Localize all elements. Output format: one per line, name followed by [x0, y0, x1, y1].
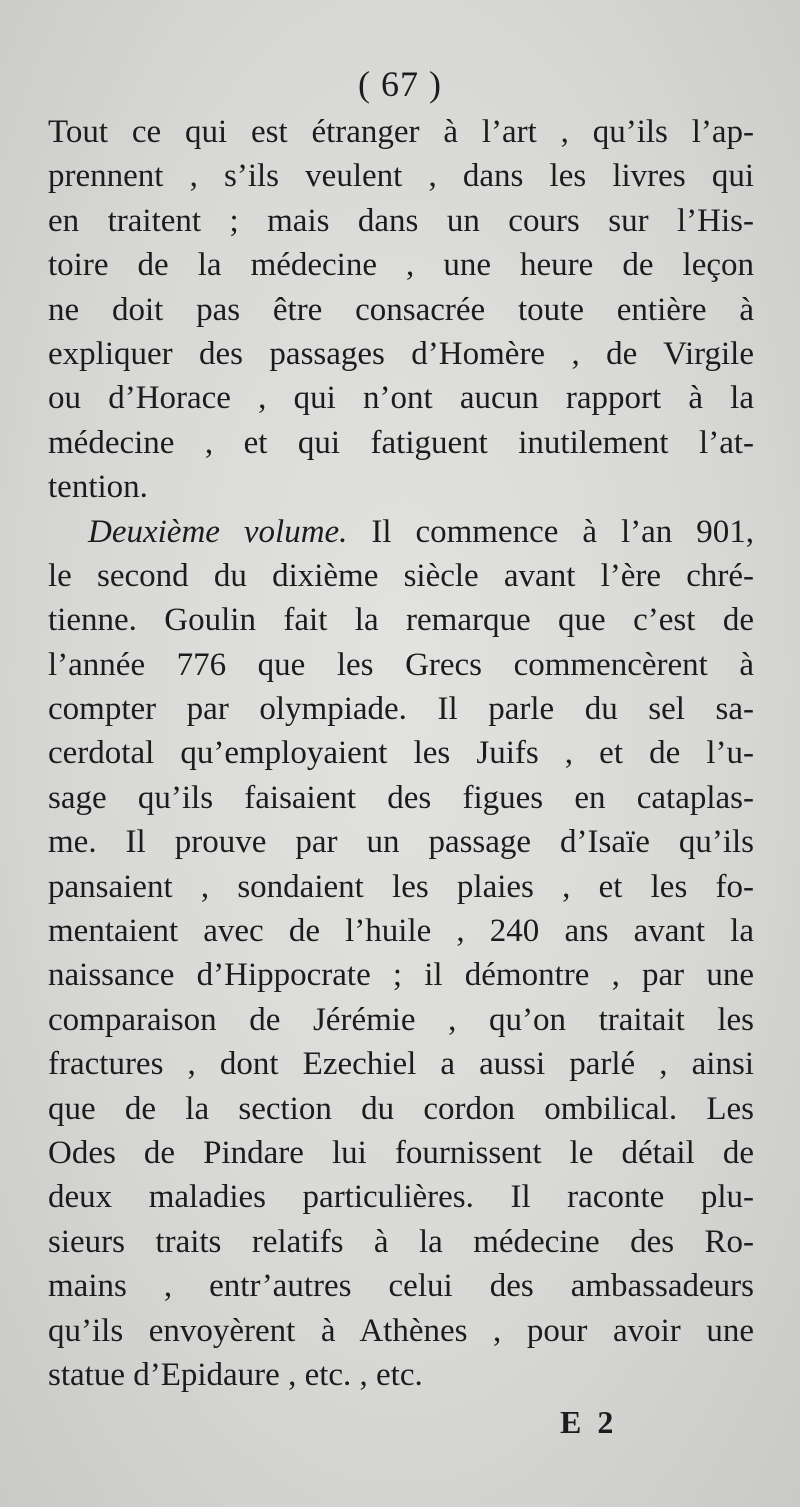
text-line: l’année 776 que les Grecs commencèrent à — [48, 646, 754, 683]
text-line: sieurs traits relatifs à la médecine des Ro- — [48, 1223, 754, 1260]
text-line: toire de la médecine , une heure de leçon — [48, 247, 754, 284]
text-line — [48, 510, 754, 554]
body-text — [48, 110, 754, 1397]
page-number: ( 67 ) — [358, 64, 442, 104]
text-line-rest: Il commence à l’an 901, — [347, 513, 754, 550]
text-line: qu’ils envoyèrent à Athènes , pour avoir une — [48, 1312, 754, 1349]
text-line: fractures , dont Ezechiel a aussi parlé , ainsi — [48, 1046, 754, 1083]
text-line: que de la section du cordon ombilical. Les — [48, 1090, 754, 1127]
text-line: le second du dixième siècle avant l’ère chré- — [48, 557, 754, 594]
text-line: prennent , s’ils veulent , dans les livres qui — [48, 158, 754, 195]
text-line: sage qu’ils faisaient des figues en cataplas- — [48, 779, 754, 816]
text-line: expliquer des passages d’Homère , de Virgile — [48, 335, 754, 372]
text-line: pansaient , sondaient les plaies , et les fo- — [48, 868, 754, 905]
text-line: statue d’Epidaure , etc. , etc. — [48, 1356, 423, 1393]
text-line: tienne. Goulin fait la remarque que c’est de — [48, 602, 754, 639]
text-line: naissance d’Hippocrate ; il démontre , par une — [48, 957, 754, 994]
text-line: me. Il prouve par un passage d’Isaïe qu’ils — [48, 824, 754, 861]
text-line: comparaison de Jérémie , qu’on traitait les — [48, 1001, 754, 1038]
text-line: ou d’Horace , qui n’ont aucun rapport à la — [48, 380, 754, 417]
text-line: tention. — [48, 469, 148, 506]
text-line: médecine , et qui fatiguent inutilement l’at- — [48, 424, 754, 461]
text-line: mains , entr’autres celui des ambassadeurs — [48, 1268, 754, 1305]
text-line: cerdotal qu’employaient les Juifs , et de l’u- — [48, 735, 754, 772]
text-line: compter par olympiade. Il parle du sel sa- — [48, 691, 754, 728]
section-heading: Deuxième volume. — [88, 513, 348, 550]
text-line: en traitent ; mais dans un cours sur l’His- — [48, 202, 754, 239]
text-line: ne doit pas être consacrée toute entière à — [48, 291, 754, 328]
signature-mark: E 2 — [560, 1404, 618, 1440]
text-line: mentaient avec de l’huile , 240 ans avant la — [48, 913, 754, 950]
text-line: deux maladies particulières. Il raconte plu- — [48, 1179, 754, 1216]
text-line: Tout ce qui est étranger à l’art , qu’ils l’ap- — [48, 114, 754, 150]
text-line: Odes de Pindare lui fournissent le détail de — [48, 1134, 754, 1171]
